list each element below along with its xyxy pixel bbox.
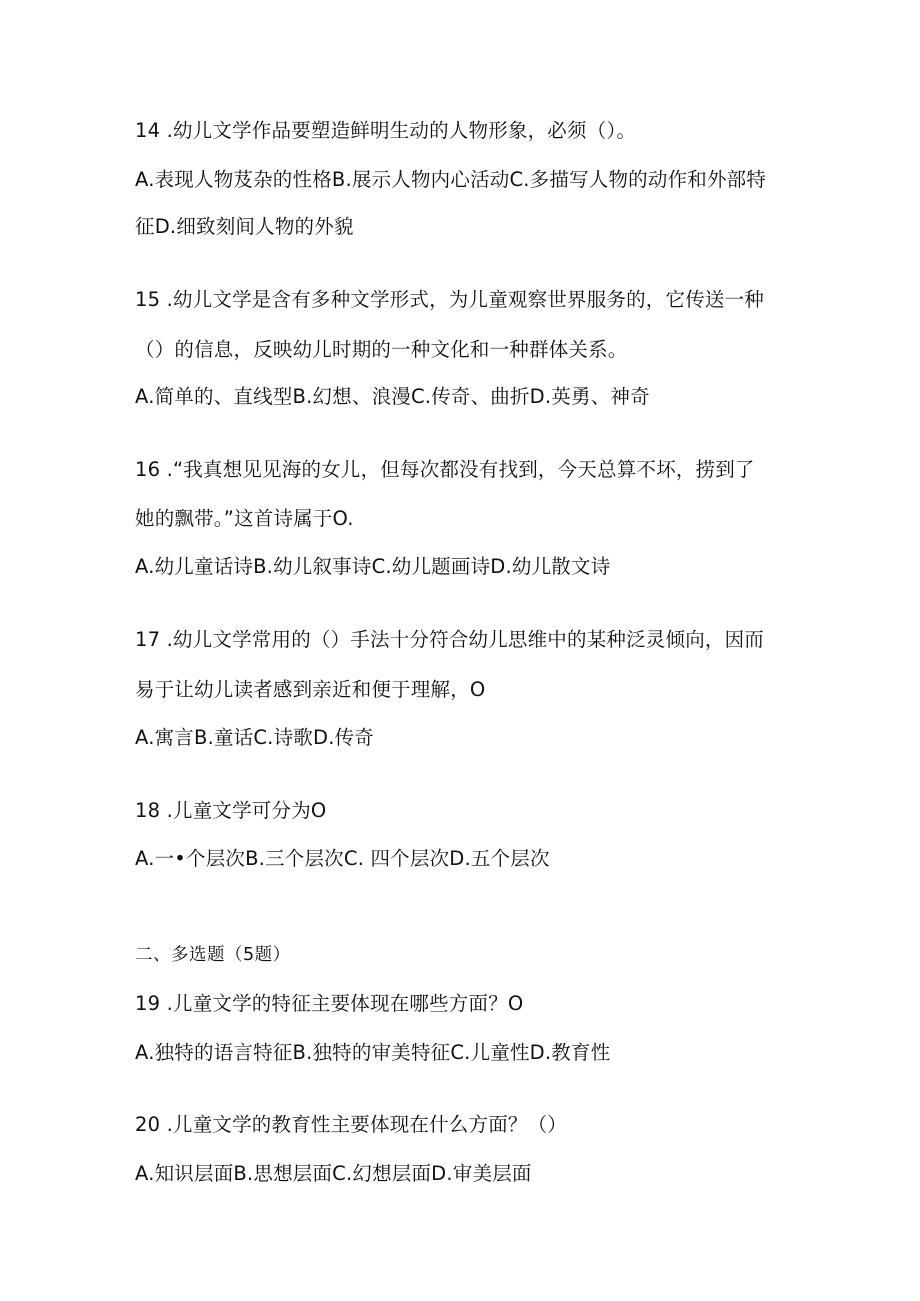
section-heading-multiple-choice: 二、多选题（5题） — [135, 945, 291, 965]
question-14-stem: 14 .幼儿文学作品要塑造鲜明生动的人物形象，必须（）。 — [135, 119, 637, 142]
question-16-stem-cont: 她的飘带。”这首诗属于O. — [135, 507, 354, 530]
question-17-options: A.寓言B.童话C.诗歌D.传奇 — [135, 726, 374, 749]
question-14-options: A.表现人物芨杂的性格B.展示人物内心活动C.多描写人物的动作和外部特 — [135, 168, 767, 191]
question-18-stem: 18 .儿童文学可分为O — [135, 799, 327, 822]
question-15-stem: 15 .幼儿文学是含有多种文学形式，为儿童观察世界服务的，它传送一种 — [135, 288, 765, 311]
question-16-options: A.幼儿童话诗B.幼儿叙事诗C.幼儿题画诗D.幼儿散文诗 — [135, 555, 611, 578]
question-15-stem-cont: （）的信息，反映幼儿时期的一种文化和一种群体关系。 — [135, 338, 628, 361]
question-19-stem: 19 .儿童文学的特征主要体现在哪些方面？O — [135, 992, 524, 1015]
question-20-stem: 20 .儿童文学的教育性主要体现在什么方面？（） — [135, 1113, 568, 1136]
question-17-stem: 17 .幼儿文学常用的（）手法十分符合幼儿思维中的某种泛灵倾向，因而 — [135, 628, 765, 651]
question-16-stem: 16 .“我真想见见海的女儿，但每次都没有找到，今天总算不坏，捞到了 — [135, 458, 755, 481]
question-20-options: A.知识层面B.思想层面C.幻想层面D.审美层面 — [135, 1162, 532, 1185]
question-17-stem-cont: 易于让幼儿读者感到亲近和便于理解，O — [135, 678, 486, 701]
question-18-options: A.一•个层次B.三个层次C. 四个层次D.五个层次 — [135, 847, 550, 870]
question-19-options: A.独特的语言特征B.独特的审美特征C.儿童性D.教育性 — [135, 1041, 611, 1064]
question-15-options: A.简单的、直线型B.幻想、浪漫C.传奇、曲折D.英勇、神奇 — [135, 385, 650, 408]
question-14-options-cont: 征D.细致刻间人物的外貌 — [135, 215, 354, 238]
